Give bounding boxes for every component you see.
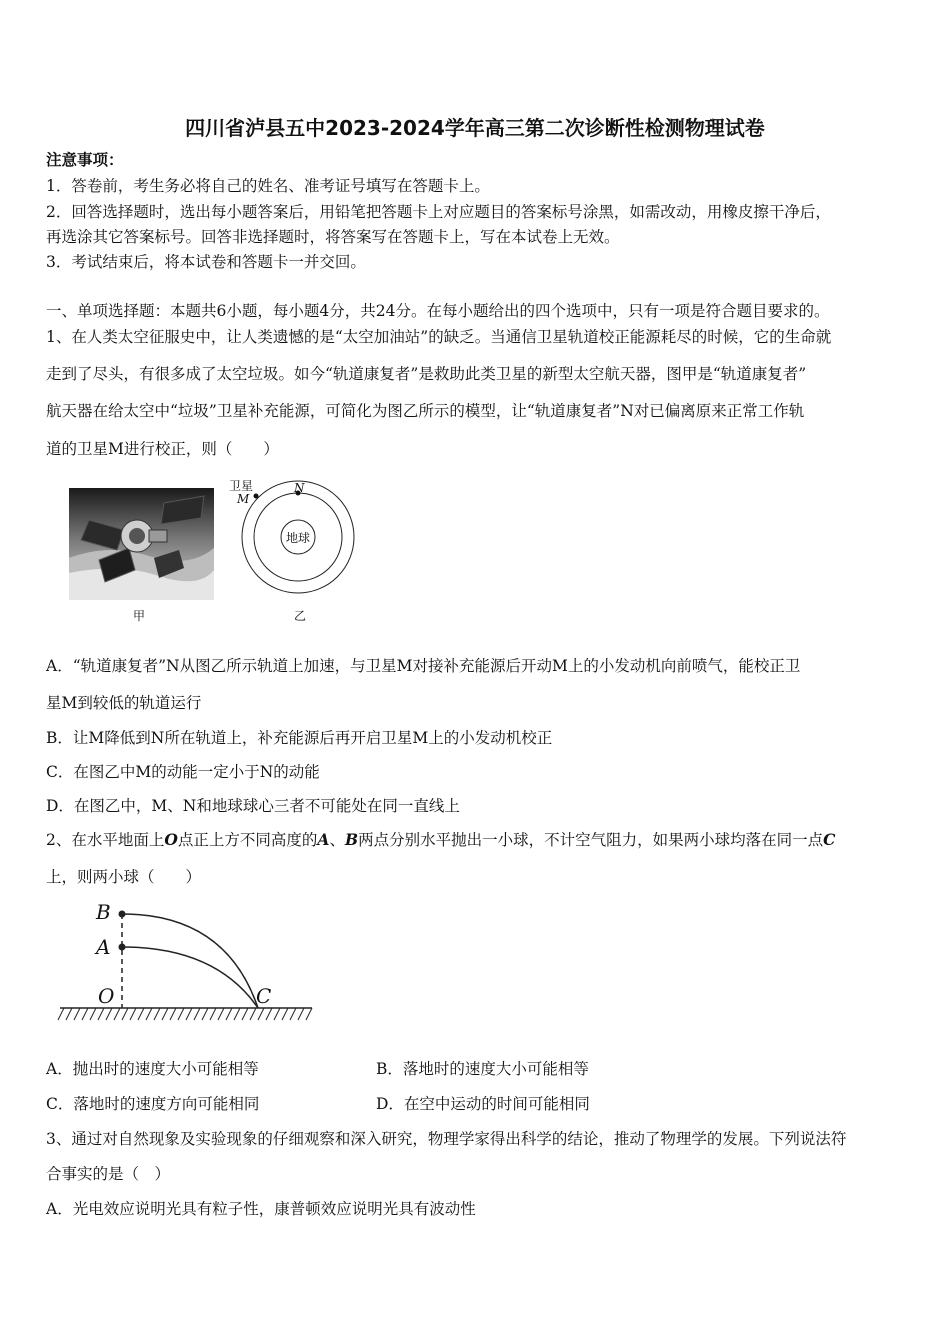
q2-option-a: A．抛出时的速度大小可能相等 [46,1060,259,1078]
section-heading: 一、单项选择题：本题共6小题，每小题4分，共24分。在每小题给出的四个选项中，只有一项是符合题目要求的。 [46,302,830,320]
satellite-photo-figure [69,488,214,600]
option-b: B．让M降低到N所在轨道上，补充能源后再开启卫星M上的小发动机校正 [46,729,553,747]
q2-point-c: C [823,830,836,849]
question-1-text: 航天器在给太空中“垃圾”卫星补充能源，可简化为图乙所示的模型，让“轨道康复者”N对已偏离原来正常工作轨 [46,402,805,420]
option-a: A．“轨道康复者”N从图乙所示轨道上加速，与卫星M对接补充能源后开动M上的小发动机向前喷气，能校正卫 [46,657,801,675]
q2-option-b: B．落地时的速度大小可能相等 [376,1060,589,1078]
q3-option-a: A．光电效应说明光具有粒子性，康普顿效应说明光具有波动性 [46,1200,476,1218]
orbit-n-label: N [294,481,305,495]
q2-text: 、 [329,831,345,849]
projectile-label-c: C [256,984,272,1008]
satellite-m-dot [254,494,259,499]
notice-item: 1．答卷前，考生务必将自己的姓名、准考证号填写在答题卡上。 [46,177,490,195]
notice-item: 3．考试结束后，将本试卷和答题卡一并交回。 [46,253,366,271]
orbit-earth-label: 地球 [286,531,311,545]
q2-option-d: D．在空中运动的时间可能相同 [376,1095,590,1113]
option-c: C．在图乙中M的动能一定小于N的动能 [46,763,320,781]
question-1-text: 1、在人类太空征服史中，让人类遗憾的是“太空加油站”的缺乏。当通信卫星轨道校正能源耗尽的时候，它的生命就 [46,328,832,346]
question-1-text: 道的卫星M进行校正，则（ ） [46,440,279,458]
q2-text: 点正上方不同高度的 [177,831,318,849]
question-2-text: 上，则两小球（ ） [46,868,202,886]
q2-option-c: C．落地时的速度方向可能相同 [46,1095,260,1113]
figure-caption-jia: 甲 [133,609,146,623]
projectile-label-b: B [96,900,111,924]
option-a-cont: 星M到较低的轨道运行 [46,694,202,712]
figure-caption-yi: 乙 [294,609,307,623]
orbit-satellite-label: 卫星 [229,479,254,493]
projectile-label-o: O [98,984,115,1008]
question-3-text: 3、通过对自然现象及实验现象的仔细观察和深入研究，物理学家得出科学的结论，推动了物理学的发展。下列说法符 [46,1130,847,1148]
q2-text: 2、在水平地面上 [46,831,165,849]
page-title: 四川省泸县五中2023-2024学年高三第二次诊断性检测物理试卷 [185,116,765,140]
question-1-text: 走到了尽头，有很多成了太空垃圾。如今“轨道康复者”是救助此类卫星的新型太空航天器，图甲是“轨道康复者” [46,365,807,383]
notice-heading: 注意事项： [46,150,124,169]
q2-point-o: O [164,830,178,849]
question-2-text [46,830,835,850]
question-3-text: 合事实的是（ ） [46,1165,171,1183]
orbit-m-label: M [237,492,250,506]
q2-point-a: A [317,830,330,849]
notice-item: 2．回答选择题时，选出每小题答案后，用铅笔把答题卡上对应题目的答案标号涂黑，如需改动，用橡皮擦干净后， [46,203,831,221]
projectile-diagram [56,900,316,1030]
option-d: D．在图乙中，M、N和地球球心三者不可能处在同一直线上 [46,797,460,815]
projectile-label-a: A [96,935,111,959]
q2-point-b: B [344,830,359,849]
notice-item: 再选涂其它答案标号。回答非选择题时，将答案写在答题卡上，写在本试卷上无效。 [46,228,620,246]
q2-text: 两点分别水平抛出一小球，不计空气阻力，如果两小球均落在同一点 [358,831,824,849]
